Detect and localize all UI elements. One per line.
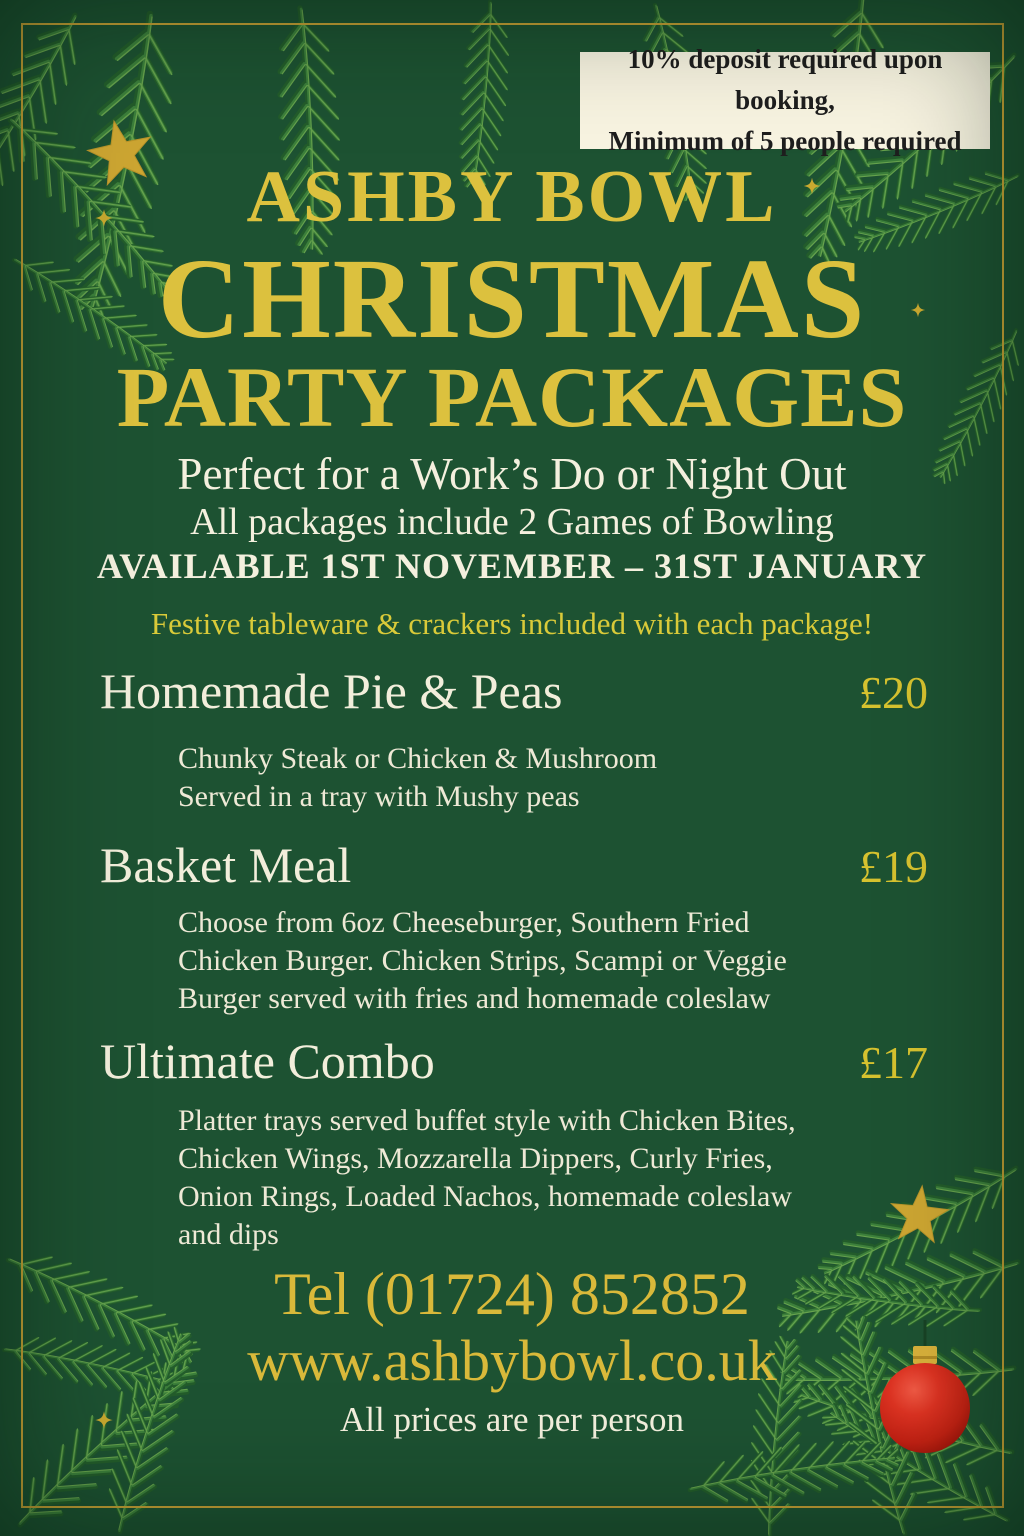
description-line: Choose from 6oz Cheeseburger, Southern Fried: [178, 906, 750, 939]
package-row: [100, 1033, 928, 1089]
package-name: Basket Meal: [100, 837, 352, 893]
package-description: [178, 1102, 796, 1254]
description-line: Burger served with fries and homemade coleslaw: [178, 982, 771, 1015]
availability-text: AVAILABLE 1ST NOVEMBER – 31ST JANUARY: [96, 546, 928, 586]
brand-title: ASHBY BOWL: [246, 156, 778, 238]
package-price: £20: [859, 667, 928, 718]
description-line: Chicken Wings, Mozzarella Dippers, Curly Fries,: [178, 1142, 773, 1175]
deposit-notice-box: [580, 44, 990, 156]
poster-main-title: CHRISTMAS: [157, 235, 867, 362]
phone-number: Tel (01724) 852852: [274, 1261, 750, 1327]
deposit-notice-line2: Minimum of 5 people required: [608, 126, 962, 156]
package-row: [100, 663, 928, 719]
package-description: [178, 740, 657, 816]
description-line: Served in a tray with Mushy peas: [178, 780, 580, 813]
package-row: [100, 837, 928, 893]
website-url: www.ashbybowl.co.uk: [247, 1328, 777, 1393]
deposit-notice-line1: 10% deposit required upon booking,: [627, 44, 943, 115]
package-name: Homemade Pie & Peas: [100, 663, 563, 719]
description-line: and dips: [178, 1218, 279, 1251]
tagline-text: Perfect for a Work’s Do or Night Out: [177, 449, 847, 499]
includes-text: All packages include 2 Games of Bowling: [190, 501, 834, 543]
description-line: Chunky Steak or Chicken & Mushroom: [178, 742, 658, 775]
package-price: £19: [859, 841, 928, 892]
description-line: Chicken Burger. Chicken Strips, Scampi or Veggie: [178, 944, 787, 977]
per-person-note: All prices are per person: [339, 1400, 685, 1439]
description-line: Platter trays served buffet style with Chicken Bites,: [178, 1104, 796, 1137]
description-line: Onion Rings, Loaded Nachos, homemade coleslaw: [178, 1180, 793, 1213]
package-price: £17: [859, 1037, 928, 1088]
festive-highlight-text: Festive tableware & crackers included with each package!: [150, 606, 874, 641]
poster-sub-title: PARTY PACKAGES: [116, 349, 908, 445]
package-name: Ultimate Combo: [100, 1033, 435, 1089]
package-description: [178, 904, 787, 1018]
